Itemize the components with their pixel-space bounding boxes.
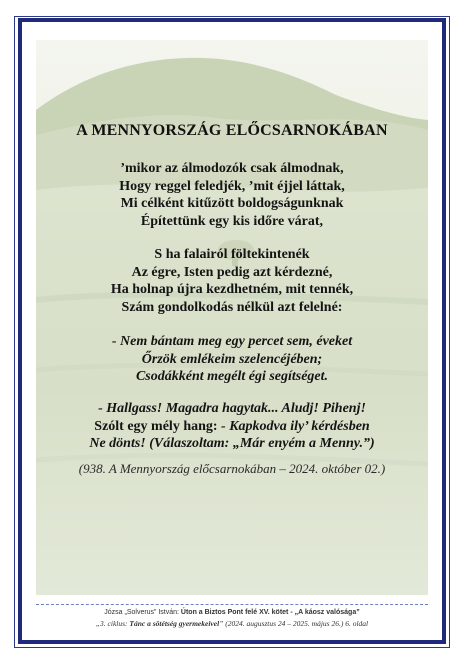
- stanza-4: [36, 400, 428, 453]
- verse-line: Az égre, Isten pedig azt kérdezné,: [131, 264, 333, 280]
- verse-line-italic: - Kapkodva ily’ kérdésben: [221, 418, 370, 434]
- footer-book-title: Úton a Biztos Pont felé XV. kötet - „A káosz valósága”: [180, 609, 360, 616]
- verse-line: Építettünk egy kis időre várat,: [140, 213, 324, 229]
- footer-cycle-prefix: „3. ciklus:: [95, 619, 130, 628]
- footer-line-1: [36, 609, 428, 616]
- footer-divider: [36, 604, 428, 605]
- verse-line: Mi célként kitűzött boldogságunknak: [120, 196, 344, 211]
- verse-line: ’mikor az álmodozók csak álmodnak,: [120, 161, 344, 176]
- verse-line: Hogy reggel feledjék, ’mit éjjel láttak,: [119, 178, 345, 194]
- verse-line-plain: Szólt egy mély hang:: [94, 418, 222, 434]
- verse-line: - Hallgass! Magadra hagytak... Aludj! Pihenj!: [98, 401, 366, 416]
- poem-credit: (938. A Mennyország előcsarnokában – 2024. október 02.): [78, 461, 386, 476]
- footer-cycle-dates: ” (2024. augusztus 24 – 2025. május 26.) 6. oldal: [219, 619, 369, 628]
- verse-line: - Nem bántam meg egy percet sem, éveket: [111, 334, 353, 349]
- footer-line-2: [36, 619, 428, 628]
- stanza-2: [36, 246, 428, 316]
- verse-line: Csodákként megélt égi segítséget.: [135, 369, 329, 384]
- poem-title: A MENNYORSZÁG ELŐCSARNOKÁBAN: [76, 122, 388, 139]
- verse-line: [36, 418, 428, 436]
- verse-line: S ha falairól föltekintenék: [154, 247, 310, 262]
- verse-line: Szám gondolkodás nélkül azt felelné:: [121, 299, 343, 315]
- stanza-1: [36, 160, 428, 230]
- verse-line: Ha holnap újra kezdhetném, mit tennék,: [110, 282, 354, 297]
- verse-line: Őrzök emlékeim szelencéjében;: [141, 351, 323, 367]
- footer-author: Józsa „Solverus” István:: [104, 609, 181, 616]
- verse-line: Ne dönts! (Válaszoltam: „Már enyém a Menny.”): [89, 436, 375, 451]
- stanza-3: [36, 333, 428, 386]
- footer-cycle-title: Tánc a sötétség gyermekeivel: [129, 619, 220, 628]
